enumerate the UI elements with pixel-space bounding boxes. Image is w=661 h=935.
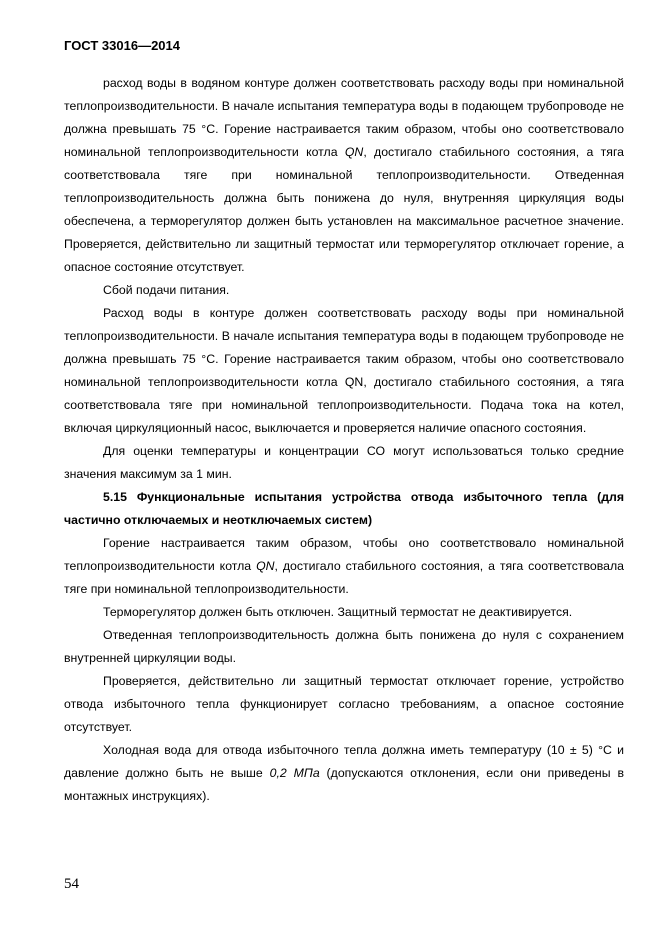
qn-symbol: QN: [344, 375, 364, 389]
paragraph-power-failure: Сбой подачи питания.: [103, 283, 230, 297]
paragraph-heat-reduction: Отведенная теплопроизводительность должна быть понижена до нуля с сохранением внутренней циркуляции воды.: [64, 628, 624, 665]
document-body: [64, 72, 624, 808]
document-header: ГОСТ 33016—2014: [64, 38, 180, 53]
paragraph-cold-water: Холодная вода для отвода избыточного тепла должна иметь температуру (10 ± 5) °С и давление должно быть не выше 0,2 МПа (допускаются отклонения, если они приведены в монтажных инструкциях).: [64, 743, 624, 803]
paragraph-water-flow: расход воды в водяном контуре должен соответствовать расходу воды при номинальной теплопроизводительности. В начале испытания температура воды в подающем трубопроводе не должна превышать 75 °С. Горение настраивается таким образом, чтобы оно соответствовало номинальной теплопроизводительности котла QN, достигало стабильного состояния, а тяга соответствовала тяге при номинальной теплопроизводительности. Отведенная теплопроизводительность должна быть понижена до нуля, внутренняя циркуляция воды обеспечена, а терморегулятор должен быть установлен на максимальное расчетное значение. Проверяется, действительно ли защитный термостат или терморегулятор отключает горение, а опасное состояние отсутствует.: [64, 76, 625, 274]
paragraph-circuit-flow: Расход воды в контуре должен соответствовать расходу воды при номинальной теплопроизводительности. В начале испытания температура воды в подающем трубопроводе не должна превышать 75 °С. Горение настраивается таким образом, чтобы оно соответствовало номинальной теплопроизводительности котла QN, достигало стабильного состояния, а тяга соответствовала тяге при номинальной теплопроизводительности. Подача тока на котел, включая циркуляционный насос, выключается и проверяется наличие опасного состояния.: [64, 306, 625, 435]
qn-symbol: QN: [256, 559, 275, 573]
page-number: 54: [64, 876, 79, 892]
paragraph-thermoregulator: Терморегулятор должен быть отключен. Защитный термостат не деактивируется.: [103, 605, 573, 619]
pressure-value: 0,2 МПа: [269, 766, 320, 780]
paragraph-check-thermostat: Проверяется, действительно ли защитный термостат отключает горение, устройство отвода избыточного тепла функционирует согласно требованиям, а опасное состояние отсутствует.: [64, 674, 624, 734]
qn-symbol: QN: [344, 145, 364, 159]
paragraph-co-assessment: Для оценки температуры и концентрации СО могут использоваться только средние значения максимум за 1 мин.: [64, 444, 624, 481]
paragraph-combustion-setup: Горение настраивается таким образом, чтобы оно соответствовало номинальной теплопроизводительности котла QN, достигало стабильного состояния, а тяга соответствовала тяге при номинальной теплопроизводительности.: [64, 536, 624, 596]
section-heading-5-15: 5.15 Функциональные испытания устройства отвода избыточного тепла (для частично отключаемых и неотключаемых систем): [64, 490, 624, 527]
